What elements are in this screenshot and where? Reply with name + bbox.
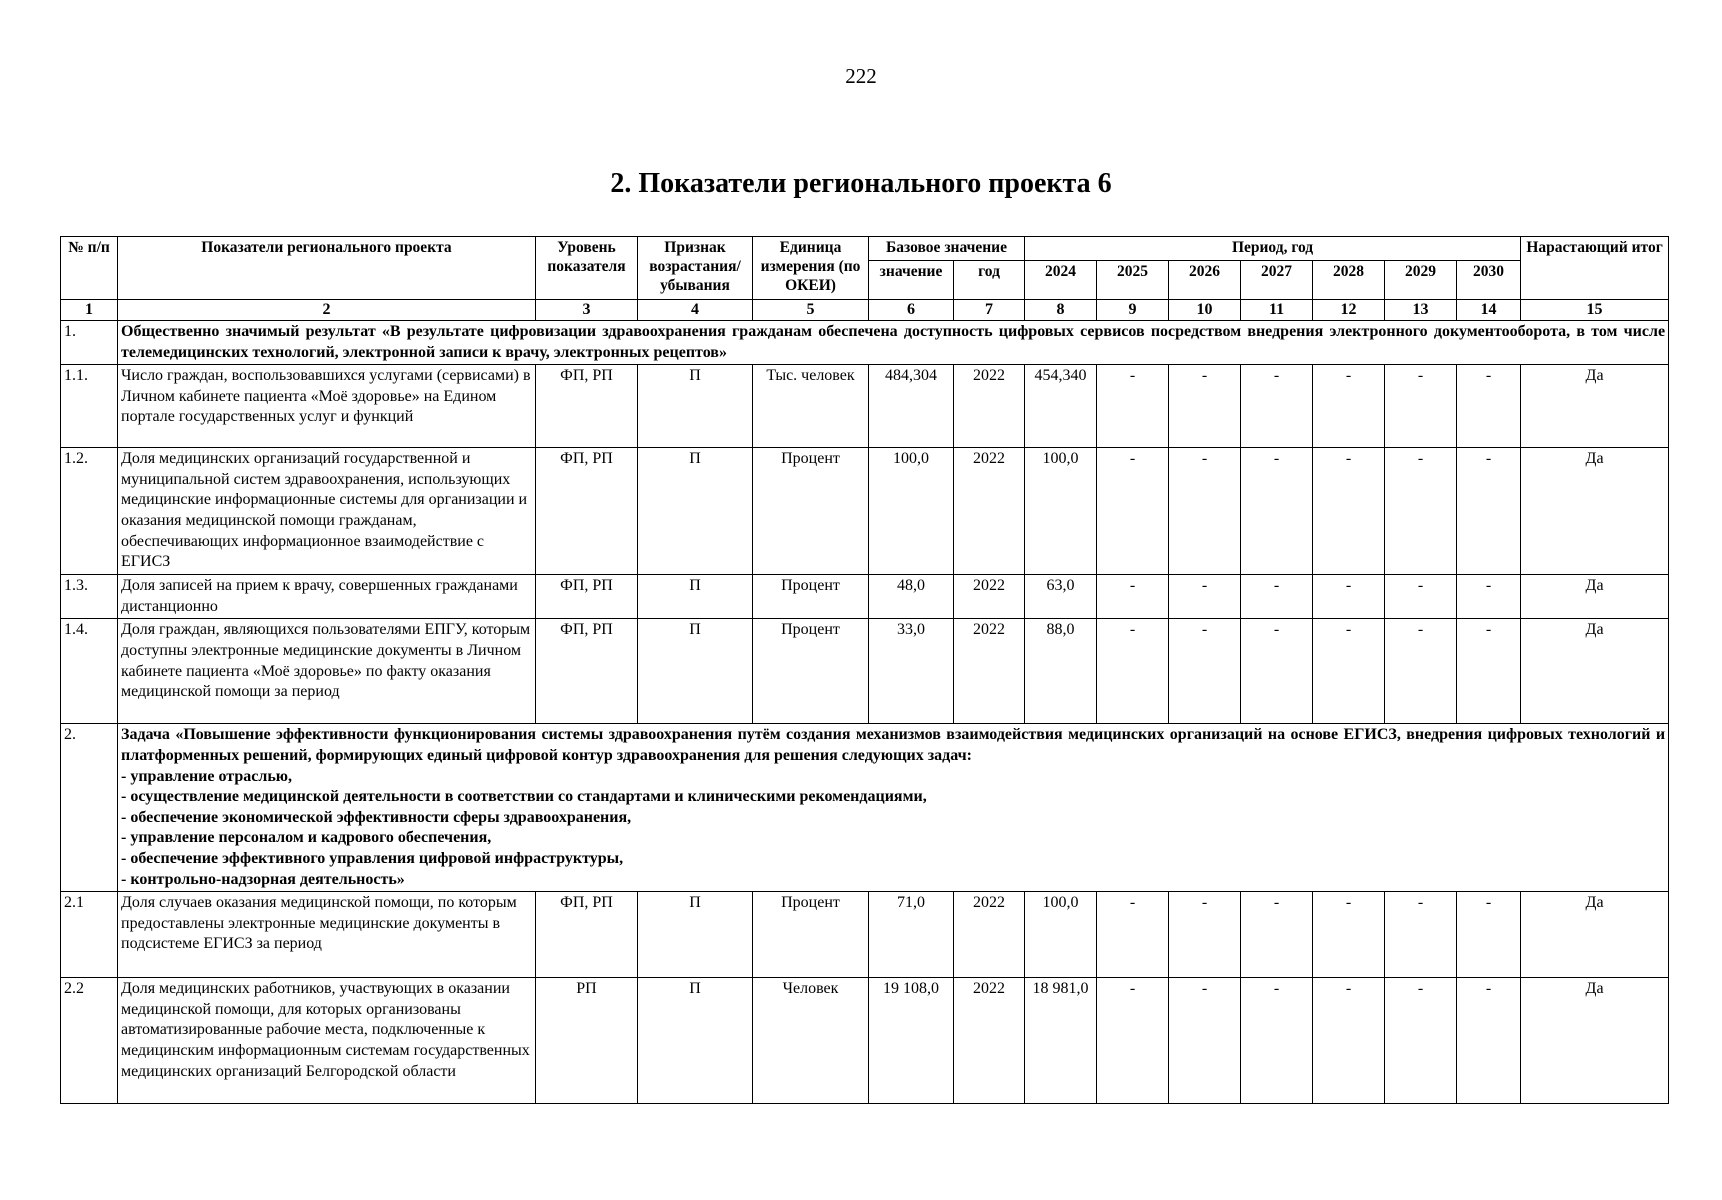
value-2027: - <box>1241 448 1313 575</box>
indicator-level: ФП, РП <box>536 448 638 575</box>
value-2029: - <box>1385 365 1457 448</box>
indicator-unit: Процент <box>753 892 869 978</box>
column-number: 9 <box>1097 300 1169 321</box>
header-cumulative: Нарастающий итог <box>1521 237 1669 300</box>
section-row-1 <box>61 321 1669 365</box>
value-2024: 454,340 <box>1025 365 1097 448</box>
column-numbers-row <box>61 300 1669 321</box>
page-number: 222 <box>845 64 877 88</box>
task-description <box>118 724 1669 892</box>
table-row <box>61 365 1669 448</box>
header-year-2025: 2025 <box>1097 261 1169 300</box>
indicator-sign: П <box>638 575 753 619</box>
indicator-unit: Процент <box>753 619 869 724</box>
header-base: Базовое значение <box>869 237 1025 261</box>
table-row <box>61 448 1669 575</box>
value-2030: - <box>1457 448 1521 575</box>
indicator-sign: П <box>638 978 753 1104</box>
header-year-2028: 2028 <box>1313 261 1385 300</box>
cumulative-value: Да <box>1521 365 1669 448</box>
value-2026: - <box>1169 448 1241 575</box>
row-number: 1.3. <box>61 575 118 619</box>
column-number: 4 <box>638 300 753 321</box>
cumulative-value: Да <box>1521 619 1669 724</box>
indicator-name: Доля случаев оказания медицинской помощи, по которым предоставлены электронные медицинские документы в подсистеме ЕГИСЗ за период <box>118 892 536 978</box>
indicator-sign: П <box>638 365 753 448</box>
indicator-sign: П <box>638 619 753 724</box>
column-number: 12 <box>1313 300 1385 321</box>
section-title: Общественно значимый результат «В результате цифровизации здравоохранения гражданам обеспечена доступность цифровых сервисов посредством внедрения электронного документооборота, в том числе телемедицинских технологий, электронной записи к врачу, электронных рецептов» <box>118 321 1669 365</box>
value-2028: - <box>1313 619 1385 724</box>
table-row <box>61 978 1669 1104</box>
value-2026: - <box>1169 619 1241 724</box>
indicator-unit: Тыс. человек <box>753 365 869 448</box>
header-period: Период, год <box>1025 237 1521 261</box>
value-2029: - <box>1385 575 1457 619</box>
value-2024: 63,0 <box>1025 575 1097 619</box>
row-number: 2.2 <box>61 978 118 1104</box>
row-number: 1.1. <box>61 365 118 448</box>
indicators-table-wrapper <box>60 236 1668 1104</box>
row-number: 1.2. <box>61 448 118 575</box>
column-number: 11 <box>1241 300 1313 321</box>
indicator-name: Доля записей на прием к врачу, совершенных гражданами дистанционно <box>118 575 536 619</box>
section-number: 1. <box>61 321 118 365</box>
header-sign: Признак возрастания/ убывания <box>638 237 753 300</box>
base-value: 100,0 <box>869 448 954 575</box>
value-2024: 88,0 <box>1025 619 1097 724</box>
value-2028: - <box>1313 448 1385 575</box>
value-2026: - <box>1169 365 1241 448</box>
value-2029: - <box>1385 619 1457 724</box>
value-2030: - <box>1457 619 1521 724</box>
value-2025: - <box>1097 365 1169 448</box>
value-2027: - <box>1241 365 1313 448</box>
base-value: 484,304 <box>869 365 954 448</box>
indicator-sign: П <box>638 448 753 575</box>
indicator-unit: Процент <box>753 575 869 619</box>
base-year: 2022 <box>954 892 1025 978</box>
value-2026: - <box>1169 575 1241 619</box>
value-2026: - <box>1169 978 1241 1104</box>
indicator-unit: Человек <box>753 978 869 1104</box>
header-level: Уровень показателя <box>536 237 638 300</box>
indicator-level: ФП, РП <box>536 619 638 724</box>
value-2027: - <box>1241 978 1313 1104</box>
task-intro: Задача «Повышение эффективности функционирования системы здравоохранения путём создания механизмов взаимодействия медицинских организаций на основе ЕГИСЗ, внедрения цифровых технологий и платформенных решений, формирующих единый цифровой контур здравоохранения для решения следующих задач: <box>121 726 1666 764</box>
task-item: - обеспечение экономической эффективности сферы здравоохранения, <box>121 808 632 826</box>
row-number: 1.4. <box>61 619 118 724</box>
indicator-level: ФП, РП <box>536 365 638 448</box>
value-2025: - <box>1097 575 1169 619</box>
task-item: - осуществление медицинской деятельности в соответствии со стандартами и клиническими рекомендациями, <box>121 788 927 806</box>
row-number: 2.1 <box>61 892 118 978</box>
column-number: 3 <box>536 300 638 321</box>
base-year: 2022 <box>954 575 1025 619</box>
indicator-name: Доля граждан, являющихся пользователями ЕПГУ, которым доступны электронные медицинские документы в Личном кабинете пациента «Моё здоровье» по факту оказания медицинской помощи за период <box>118 619 536 724</box>
table-header <box>61 237 1669 300</box>
column-number: 2 <box>118 300 536 321</box>
indicator-level: ФП, РП <box>536 892 638 978</box>
header-base-year: год <box>954 261 1025 300</box>
section-row-2 <box>61 724 1669 892</box>
value-2024: 18 981,0 <box>1025 978 1097 1104</box>
task-item: - управление персоналом и кадрового обеспечения, <box>121 829 492 847</box>
column-number: 1 <box>61 300 118 321</box>
header-year-2027: 2027 <box>1241 261 1313 300</box>
header-year-2029: 2029 <box>1385 261 1457 300</box>
indicator-name: Доля медицинских организаций государственной и муниципальной систем здравоохранения, использующих медицинские информационные системы для организации и оказания медицинской помощи гражданам, обеспечивающих информационное взаимодействие с ЕГИСЗ <box>118 448 536 575</box>
table-row <box>61 619 1669 724</box>
column-number: 5 <box>753 300 869 321</box>
column-number: 6 <box>869 300 954 321</box>
table-row <box>61 892 1669 978</box>
table-row <box>61 575 1669 619</box>
value-2028: - <box>1313 365 1385 448</box>
value-2028: - <box>1313 892 1385 978</box>
value-2029: - <box>1385 892 1457 978</box>
base-value: 33,0 <box>869 619 954 724</box>
header-indicator: Показатели регионального проекта <box>118 237 536 300</box>
indicator-level: ФП, РП <box>536 575 638 619</box>
header-year-2024: 2024 <box>1025 261 1097 300</box>
value-2025: - <box>1097 978 1169 1104</box>
task-item: - управление отраслью, <box>121 767 292 785</box>
value-2029: - <box>1385 448 1457 575</box>
indicator-name: Число граждан, воспользовавшихся услугами (сервисами) в Личном кабинете пациента «Моё здоровье» на Едином портале государственных услуг и функций <box>118 365 536 448</box>
value-2025: - <box>1097 448 1169 575</box>
column-number: 13 <box>1385 300 1457 321</box>
indicator-unit: Процент <box>753 448 869 575</box>
column-number: 10 <box>1169 300 1241 321</box>
column-number: 8 <box>1025 300 1097 321</box>
indicator-sign: П <box>638 892 753 978</box>
task-item: - контрольно-надзорная деятельность» <box>121 870 405 888</box>
value-2029: - <box>1385 978 1457 1104</box>
base-year: 2022 <box>954 448 1025 575</box>
base-year: 2022 <box>954 365 1025 448</box>
value-2027: - <box>1241 575 1313 619</box>
base-value: 48,0 <box>869 575 954 619</box>
value-2030: - <box>1457 978 1521 1104</box>
cumulative-value: Да <box>1521 892 1669 978</box>
value-2030: - <box>1457 575 1521 619</box>
base-year: 2022 <box>954 978 1025 1104</box>
value-2025: - <box>1097 892 1169 978</box>
value-2026: - <box>1169 892 1241 978</box>
value-2025: - <box>1097 619 1169 724</box>
cumulative-value: Да <box>1521 448 1669 575</box>
value-2027: - <box>1241 892 1313 978</box>
value-2024: 100,0 <box>1025 448 1097 575</box>
column-number: 15 <box>1521 300 1669 321</box>
header-year-2026: 2026 <box>1169 261 1241 300</box>
value-2028: - <box>1313 575 1385 619</box>
value-2030: - <box>1457 365 1521 448</box>
value-2028: - <box>1313 978 1385 1104</box>
value-2024: 100,0 <box>1025 892 1097 978</box>
header-year-2030: 2030 <box>1457 261 1521 300</box>
section-number: 2. <box>61 724 118 892</box>
task-item: - обеспечение эффективного управления цифровой инфраструктуры, <box>121 849 624 867</box>
base-value: 71,0 <box>869 892 954 978</box>
header-num: № п/п <box>61 237 118 300</box>
column-number: 14 <box>1457 300 1521 321</box>
base-year: 2022 <box>954 619 1025 724</box>
value-2027: - <box>1241 619 1313 724</box>
value-2030: - <box>1457 892 1521 978</box>
header-unit: Единица измерения (по ОКЕИ) <box>753 237 869 300</box>
cumulative-value: Да <box>1521 978 1669 1104</box>
header-base-value: значение <box>869 261 954 300</box>
page-title: 2. Показатели регионального проекта 6 <box>610 168 1112 199</box>
column-number: 7 <box>954 300 1025 321</box>
indicators-table <box>60 236 1669 1104</box>
indicator-level: РП <box>536 978 638 1104</box>
indicator-name: Доля медицинских работников, участвующих в оказании медицинской помощи, для которых организованы автоматизированные рабочие места, подключенные к медицинским информационным системам государственных медицинских организаций Белгородской области <box>118 978 536 1104</box>
base-value: 19 108,0 <box>869 978 954 1104</box>
cumulative-value: Да <box>1521 575 1669 619</box>
